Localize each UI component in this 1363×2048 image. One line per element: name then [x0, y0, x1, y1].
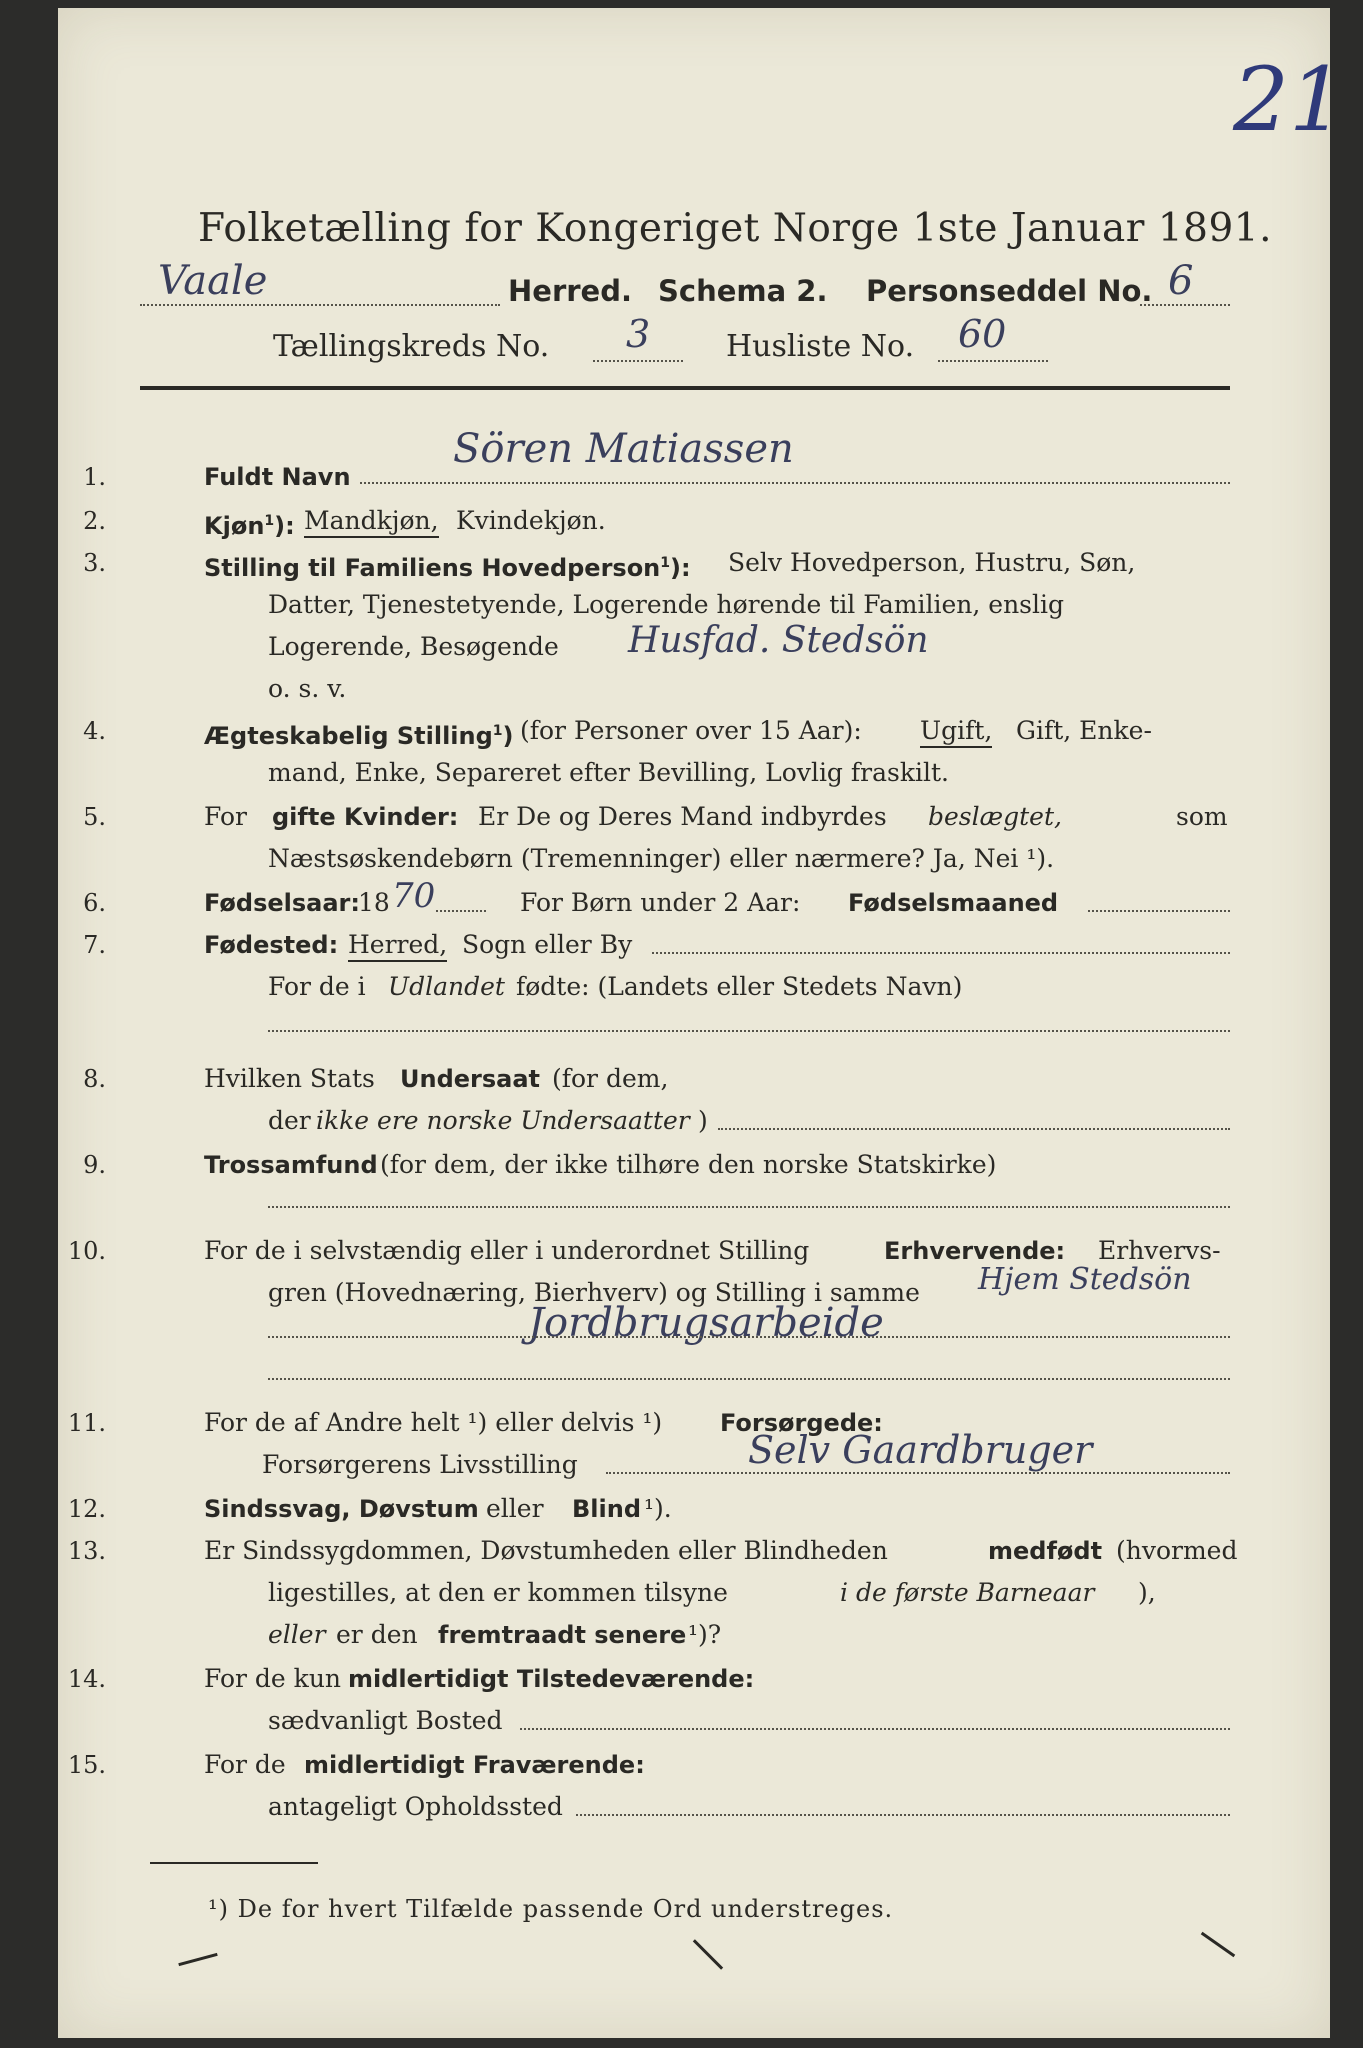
- q15-number: 15.: [67, 1751, 106, 1779]
- q9-line1: (for dem, der ikke tilhøre den norske Statskirke): [380, 1150, 997, 1179]
- pencil-mark-3: [1201, 1932, 1235, 1957]
- q4-line1b: Gift, Enke-: [1016, 716, 1152, 745]
- husliste-label: Husliste No.: [726, 329, 915, 364]
- q10-answer-2: Jordbrugsarbeide: [528, 1300, 884, 1346]
- q6-label: Fødselsaar:: [204, 889, 360, 917]
- form-title: Folketælling for Kongeriget Norge 1ste Januar 1891.: [198, 206, 1272, 251]
- q7-line2b: fødte: (Landets eller Stedets Navn): [516, 972, 963, 1001]
- q1-number: 1.: [83, 463, 106, 491]
- herred-dotted-line: [140, 304, 500, 306]
- q2-option-kvindekjon: Kvindekjøn.: [456, 506, 606, 535]
- q6-label2: Fødselsmaaned: [848, 889, 1059, 917]
- q3-line3: Logerende, Besøgende: [268, 632, 559, 661]
- footnote-rule: [150, 1862, 318, 1864]
- q13-line1a: Er Sindssygdommen, Døvstumheden eller Blindheden: [204, 1536, 888, 1565]
- q11-label: Forsørgede:: [720, 1409, 883, 1437]
- q8-dotted-line: [718, 1128, 1230, 1130]
- q13-label2: fremtraadt senere: [438, 1621, 687, 1649]
- q2-number: 2.: [83, 507, 106, 535]
- q8-line1a: Hvilken Stats: [204, 1064, 375, 1093]
- q15-line2: antageligt Opholdssted: [268, 1792, 563, 1821]
- q5-line2: Næstsøskendebørn (Tremenninger) eller nærmere? Ja, Nei ¹).: [268, 844, 1055, 873]
- q8-line1b: (for dem,: [552, 1064, 669, 1093]
- pencil-mark-2: [693, 1939, 723, 1969]
- q4-number: 4.: [83, 717, 106, 745]
- q13-line2a: ligestilles, at den er kommen tilsyne: [268, 1578, 728, 1607]
- q10-answer-1: Hjem Stedsön: [978, 1262, 1192, 1297]
- q10-line1b: Erhvervs-: [1098, 1236, 1221, 1265]
- q6-mid: For Børn under 2 Aar:: [520, 888, 801, 917]
- q11-number: 11.: [67, 1409, 106, 1437]
- q15-label: midlertidigt Fraværende:: [304, 1751, 645, 1779]
- q8-line2-italic: ikke ere norske Undersaatter: [316, 1106, 690, 1135]
- q14-line1a: For de kun: [204, 1664, 342, 1693]
- q7-line2-italic: Udlandet: [388, 972, 505, 1001]
- q7-label: Fødested:: [204, 931, 339, 959]
- header-rule: [140, 386, 1230, 390]
- q6-prefix: 18: [358, 888, 390, 917]
- pencil-mark-1: [178, 1953, 217, 1966]
- q3-line2: Datter, Tjenestetyende, Logerende hørende til Familien, enslig: [268, 590, 1065, 619]
- q3-line4: o. s. v.: [268, 674, 347, 703]
- q3-answer: Husfad. Stedsön: [628, 620, 929, 661]
- q11-line1a: For de af Andre helt ¹) eller delvis ¹): [204, 1408, 663, 1437]
- q11-answer: Selv Gaardbruger: [748, 1428, 1093, 1472]
- q12-label: Sindssvag, Døvstum: [204, 1495, 479, 1523]
- q1-dotted-line: [360, 482, 1230, 484]
- q10-line2: gren (Hovednæring, Bierhverv) og Stilling i samme: [268, 1278, 920, 1307]
- herred-label: Herred.: [508, 274, 632, 308]
- q5-number: 5.: [83, 803, 106, 831]
- q6-answer: 70: [392, 876, 436, 916]
- q5-line1: Er De og Deres Mand indbyrdes: [478, 802, 887, 831]
- q12-number: 12.: [67, 1495, 106, 1523]
- q9-label: Trossamfund: [204, 1151, 378, 1179]
- q9-number: 9.: [83, 1151, 106, 1179]
- q11-line2: Forsørgerens Livsstilling: [262, 1450, 578, 1479]
- q14-line2: sædvanligt Bosted: [268, 1706, 503, 1735]
- q5-label-pre: For: [204, 802, 247, 831]
- q15-line1a: For de: [204, 1750, 286, 1779]
- census-form-page: [58, 8, 1345, 2038]
- q13-line2b: ),: [1138, 1578, 1156, 1607]
- q15-dotted-line: [576, 1814, 1230, 1816]
- personseddel-value: 6: [1168, 258, 1194, 304]
- personseddel-label: Personseddel No.: [866, 274, 1153, 308]
- footnote: ¹) De for hvert Tilfælde passende Ord understreges.: [208, 1895, 894, 1923]
- q8-number: 8.: [83, 1065, 106, 1093]
- q5-line1-italic: beslægtet,: [928, 802, 1062, 831]
- personseddel-dotted-line: [1140, 304, 1230, 306]
- q12-end: ¹).: [644, 1494, 672, 1523]
- q8-label: Undersaat: [400, 1065, 541, 1093]
- q10-label: Erhvervende:: [884, 1237, 1066, 1265]
- herred-value: Vaale: [158, 258, 268, 304]
- husliste-value: 60: [958, 312, 1007, 356]
- q10-number: 10.: [67, 1237, 106, 1265]
- kreds-label: Tællingskreds No.: [273, 329, 550, 364]
- q7-line2a: For de i: [268, 972, 366, 1001]
- q7-line1: Sogn eller By: [462, 930, 633, 959]
- q5-label: gifte Kvinder:: [272, 803, 459, 831]
- q4-line1a: (for Personer over 15 Aar):: [520, 716, 862, 745]
- q6-dotted-line: [436, 910, 486, 912]
- q7-number: 7.: [83, 931, 106, 959]
- q7-underlined-herred: Herred,: [348, 930, 447, 962]
- husliste-dotted-line: [938, 360, 1048, 362]
- q6-dotted-line-2: [1088, 910, 1230, 912]
- q13-line3-italic: eller: [268, 1620, 326, 1649]
- q6-number: 6.: [83, 889, 106, 917]
- kreds-value: 3: [626, 312, 651, 356]
- q3-label: Stilling til Familiens Hovedperson$^1$):: [204, 554, 691, 582]
- q2-option-mandkjon: Mandkjøn,: [304, 506, 439, 538]
- q11-dotted-line: [606, 1472, 1230, 1474]
- q10-dotted-line-2: [268, 1378, 1230, 1380]
- q14-number: 14.: [67, 1665, 106, 1693]
- q4-underlined-ugift: Ugift,: [920, 716, 992, 748]
- q4-line2: mand, Enke, Separeret efter Bevilling, Lovlig fraskilt.: [268, 758, 949, 787]
- q13-line3a: er den: [336, 1620, 418, 1649]
- q10-line1a: For de i selvstændig eller i underordnet Stilling: [204, 1236, 810, 1265]
- q7-dotted-line: [652, 952, 1230, 954]
- kreds-dotted-line: [593, 360, 683, 362]
- schema-label: Schema 2.: [658, 274, 828, 308]
- q5-line1-end: som: [1176, 802, 1228, 831]
- q1-answer: Sören Matiassen: [453, 426, 794, 472]
- page-number: 21: [1233, 48, 1345, 151]
- q13-label: medfødt: [988, 1537, 1103, 1565]
- q1-label: Fuldt Navn: [204, 463, 351, 491]
- q13-line3b: ¹)?: [688, 1620, 722, 1649]
- q9-dotted-line: [268, 1206, 1230, 1208]
- q3-number: 3.: [83, 549, 106, 577]
- q4-label: Ægteskabelig Stilling$^1$): [204, 722, 514, 750]
- q14-label: midlertidigt Tilstedeværende:: [348, 1665, 755, 1693]
- q2-label: Kjøn$^1$):: [204, 512, 295, 540]
- q13-line1b: (hvormed: [1116, 1536, 1238, 1565]
- q8-line2b: ): [698, 1106, 708, 1135]
- q8-line2a: der: [268, 1106, 311, 1135]
- q12-mid: eller: [486, 1494, 544, 1523]
- q3-line1: Selv Hovedperson, Hustru, Søn,: [728, 548, 1136, 577]
- q7-dotted-line-2: [268, 1030, 1230, 1032]
- q13-number: 13.: [67, 1537, 106, 1565]
- q12-label2: Blind: [572, 1495, 642, 1523]
- q14-dotted-line: [520, 1728, 1230, 1730]
- q13-line2-italic: i de første Barneaar: [840, 1578, 1095, 1607]
- q10-dotted-line: [268, 1336, 1230, 1338]
